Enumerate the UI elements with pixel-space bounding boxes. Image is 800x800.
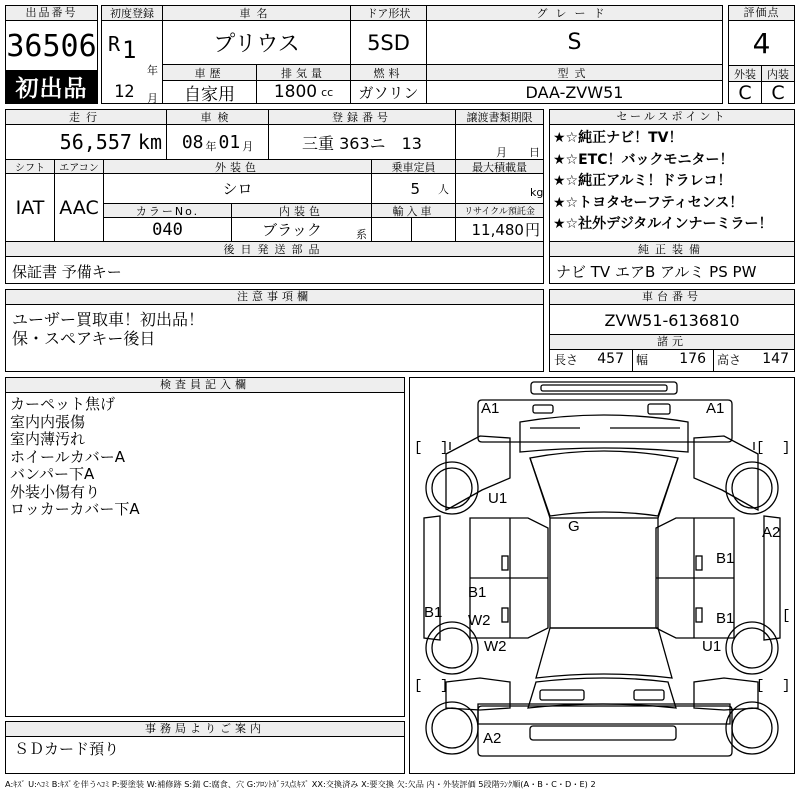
damage-tag-b1-left-outer: B1 — [424, 604, 443, 621]
shift: IAT — [15, 196, 45, 219]
ext-color-label: 外装色 — [104, 160, 371, 173]
note-line: ユーザー買取車！初出品！ — [12, 310, 205, 329]
inspector-box — [5, 377, 405, 717]
height-label: 高さ — [717, 353, 742, 367]
bracket: [ — [756, 440, 765, 456]
sales-points-list — [553, 128, 773, 236]
displacement — [257, 81, 350, 103]
bracket: [ — [782, 608, 791, 624]
inspector-line: バンパー下A — [10, 465, 95, 483]
length — [554, 351, 630, 368]
car-diagram — [410, 378, 794, 773]
door-type: 5SD — [367, 30, 410, 55]
bracket: [ — [414, 678, 423, 694]
car-diagram-box — [409, 377, 795, 774]
insp-year: 08 — [181, 131, 204, 153]
displacement-unit: cc — [321, 85, 334, 99]
damage-tag-a2-bottom: A2 — [483, 730, 502, 747]
bracket: ] — [782, 440, 791, 456]
bracket: ] — [440, 678, 449, 694]
insp-year-unit: 年 — [205, 140, 217, 153]
sales-points-label: セールスポイント — [550, 110, 794, 125]
shift-label: シフト — [6, 160, 54, 173]
bracket: [ — [414, 440, 423, 456]
first-reg-year: 1 — [122, 36, 137, 64]
length-label: 長さ — [554, 353, 579, 367]
plate-label: 登録番号 — [269, 110, 455, 124]
damage-tag-a1-right: A1 — [706, 400, 725, 417]
era: R — [108, 32, 121, 56]
first-reg-label: 初度登録 — [102, 6, 162, 20]
inspector-line: 室内内張傷 — [10, 412, 86, 431]
sales-points-box — [549, 109, 795, 284]
color-no-label: カラーNo. — [104, 204, 231, 217]
recycle-value: 11,480 — [471, 220, 524, 239]
sales-point: ★☆トヨタセーフティセンス！ — [553, 194, 744, 211]
inspector-label: 検査員記入欄 — [6, 378, 404, 393]
int-color: ブラック — [262, 221, 322, 239]
year-unit: 年 — [147, 64, 158, 77]
damage-tag-g: G — [568, 518, 580, 535]
recycle-unit: 円 — [524, 221, 540, 239]
chassis-box — [549, 289, 795, 372]
bracket: ] — [440, 440, 449, 456]
capacity-unit: 人 — [438, 182, 449, 196]
height — [717, 351, 793, 368]
car-name-label: 車名 — [163, 6, 350, 20]
plate-number: 三重 363ニ 13 — [302, 133, 422, 153]
first-listing-badge: 初出品 — [6, 70, 97, 103]
office-label: 事務局よりご案内 — [6, 722, 404, 737]
note-line: 保・スペアキー後日 — [12, 329, 156, 348]
mileage-unit: km — [137, 130, 162, 154]
specs-label: 諸元 — [550, 335, 794, 350]
exterior-label: 外装 — [729, 66, 761, 81]
legend-footer: A:ｷｽﾞ U:ﾍｺﾐ B:ｷｽﾞを伴うﾍｺﾐ P:要塗装 W:補修跡 S:錆 C:腐食、穴 G:ﾌﾛﾝﾄｶﾞﾗｽ点ｷｽﾞ XX:交換済み X:要交換 欠:欠品 内・外装評価 5段階ﾗﾝｸ順(A・B・C・D・E) 2 — [5, 779, 596, 789]
insp-month-unit: 月 — [242, 140, 254, 153]
lot-number-label: 出品番号 — [6, 6, 97, 21]
inspector-line: ロッカーカバー下A — [10, 500, 140, 518]
displacement-label: 排気量 — [257, 65, 350, 80]
width — [636, 351, 712, 368]
grade-label: グレード — [427, 6, 722, 20]
inspector-lines — [10, 396, 140, 519]
max-load-label: 最大積載量 — [456, 160, 543, 173]
detail-table — [5, 109, 544, 284]
transfer-month-unit: 月 — [496, 146, 507, 159]
transfer-day-unit: 日 — [529, 146, 540, 159]
ac: AAC — [59, 196, 99, 219]
damage-tag-u1-front: U1 — [488, 490, 508, 507]
max-load-unit: kg — [530, 186, 544, 199]
width-label: 幅 — [636, 353, 649, 367]
mileage-value: 56,557 — [59, 130, 132, 154]
sales-point: ★☆純正ナビ！TV！ — [553, 130, 683, 146]
damage-tag-u1-rear: U1 — [702, 638, 722, 655]
damage-tag-w2-left: W2 — [468, 612, 491, 629]
model-label: 型式 — [427, 65, 722, 80]
lot-number-box — [5, 5, 98, 104]
grade: S — [567, 30, 582, 55]
sales-point: ★☆ETC！バックモニター！ — [553, 151, 734, 168]
office-box — [5, 721, 405, 774]
fuel: ガソリン — [358, 83, 419, 102]
bracket: ] — [782, 678, 791, 694]
door-label: ドア形状 — [351, 6, 426, 20]
chassis-label: 車台番号 — [550, 290, 794, 305]
height-value: 147 — [762, 351, 789, 367]
first-reg-month: 12 — [114, 82, 135, 102]
import-label: 輸入車 — [372, 204, 455, 217]
capacity — [372, 174, 455, 203]
office-note: ＳＤカード預り — [14, 740, 120, 758]
length-value: 457 — [597, 351, 624, 367]
inspector-line: ホイールカバーA — [10, 447, 125, 466]
history-label: 車歴 — [163, 65, 256, 80]
notes-label: 注意事項欄 — [6, 290, 543, 305]
sales-point: ★☆社外デジタルインナーミラー！ — [553, 216, 773, 232]
ext-color: シロ — [222, 180, 253, 198]
displacement-value: 1800 — [273, 82, 318, 102]
inspection-date — [167, 125, 268, 159]
equipment: ナビ TV エアB アルミ PS PW — [556, 263, 757, 281]
sales-point: ★☆純正アルミ！ドラレコ！ — [553, 173, 732, 189]
inspector-line: 外装小傷有り — [10, 482, 101, 501]
rating-box — [728, 5, 795, 104]
capacity-value: 5 — [410, 179, 420, 198]
inspector-line: カーペット焦げ — [10, 395, 116, 413]
inspector-line: 室内薄汚れ — [10, 430, 86, 448]
equipment-label: 純正装備 — [550, 242, 794, 256]
int-color-label: 内装色 — [232, 204, 371, 217]
int-color-unit: 系 — [356, 228, 367, 241]
width-value: 176 — [679, 351, 706, 367]
chassis-number: ZVW51-6136810 — [604, 310, 740, 330]
damage-tag-a1-left: A1 — [481, 400, 500, 417]
mileage — [6, 125, 166, 159]
notes-lines — [12, 310, 204, 348]
color-no: 040 — [152, 219, 183, 240]
capacity-label: 乗車定員 — [372, 160, 455, 173]
inspection-label: 車検 — [167, 110, 268, 124]
ac-label: エアコン — [55, 160, 103, 173]
later-parts-label: 後日発送部品 — [6, 242, 543, 256]
damage-tag-b1-right-rear: B1 — [716, 610, 735, 627]
insp-month: 01 — [218, 131, 241, 153]
month-unit: 月 — [147, 92, 158, 105]
lot-number: 36506 — [6, 28, 97, 64]
interior-grade: C — [771, 81, 785, 104]
car-name: プリウス — [213, 32, 300, 57]
damage-tag-w2-rear: W2 — [484, 638, 507, 655]
bracket: [ — [756, 678, 765, 694]
rating: 4 — [752, 26, 771, 60]
transfer-label: 譲渡書類期限 — [456, 110, 543, 124]
fuel-label: 燃料 — [351, 65, 426, 80]
damage-tag-b1-right-front: B1 — [716, 550, 735, 567]
history: 自家用 — [184, 84, 235, 105]
recycle-label: リサイクル預託金 — [456, 204, 543, 217]
mileage-label: 走行 — [6, 110, 166, 124]
notes-box — [5, 289, 544, 372]
header-table — [101, 5, 723, 104]
damage-tag-a2-right: A2 — [762, 524, 781, 541]
later-parts: 保証書 予備キー — [12, 263, 122, 281]
rating-label: 評価点 — [729, 6, 794, 21]
recycle — [456, 218, 543, 241]
model: DAA-ZVW51 — [525, 82, 624, 102]
interior-label: 内装 — [762, 66, 794, 81]
exterior-grade: C — [738, 81, 752, 104]
damage-tag-b1-left: B1 — [468, 584, 487, 601]
